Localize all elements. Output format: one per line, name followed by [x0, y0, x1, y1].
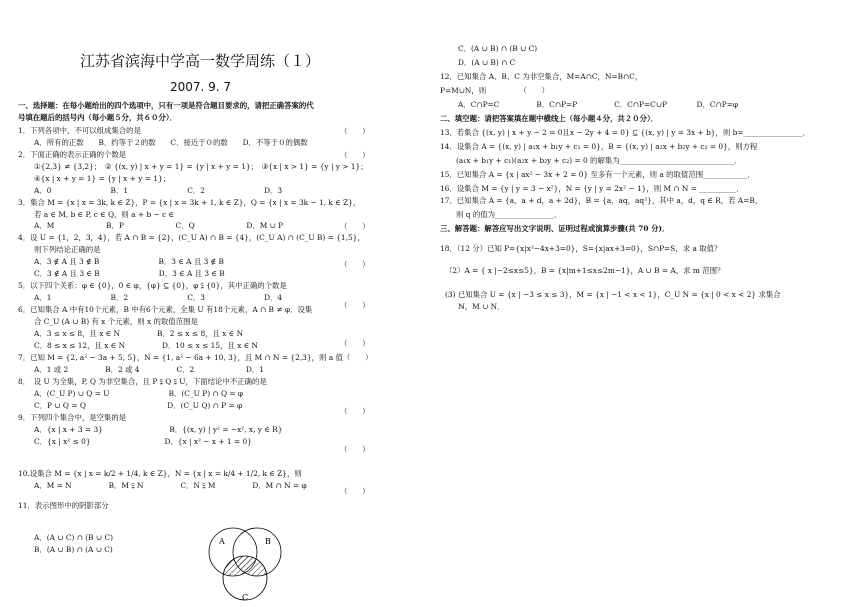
right-line-2: D．(A ∪ B) ∩ C — [458, 58, 516, 67]
answer-paren-10: （ ） — [340, 487, 370, 496]
left-line-30: 11．表示图形中的阴影部分 — [18, 501, 109, 510]
answer-paren-2: （ ） — [340, 151, 370, 160]
left-line-15: A．1 B．2 C．3 D．4 — [34, 293, 283, 302]
venn-label-a: A — [219, 537, 225, 546]
left-line-6: A．0 B．1 C．2 D．3 — [34, 186, 283, 195]
left-line-16: 6．已知集合 A 中有10个元素，B 中有6个元素，全集 U 有18个元素，A ∩ B ≠ φ．设集 — [18, 305, 313, 314]
left-line-20: 7．已知 M = {2, a² − 3a + 5, 5}，N = {1, a² − 6a + 10, 3}，且 M ∩ N = {2,3}，则 a 值（ ） — [18, 353, 373, 362]
left-line-1: 1．下列各项中，不可以组成集合的是 — [18, 126, 141, 135]
right-line-5: A．C∩P=C B．C∩P=P C．C∩P=C∪P D．C∩P=φ — [458, 100, 739, 109]
right-line-13: 则 q 的值为________________． — [456, 210, 562, 219]
left-line-5: ④{x | x + y = 1} = {y | x + y = 1}； — [34, 174, 171, 183]
venn-label-c: C — [242, 593, 249, 602]
left-line-7: 3．集合 M = {x | x = 3k, k ∈ Z}，P = {x | x = 3k + 1, k ∈ Z}，Q = {x | x = 3k − 1, k ∈ Z}， — [18, 198, 361, 207]
answer-paren-1: （ ） — [340, 127, 370, 136]
right-line-4: P=M∪N，则 （ ） — [440, 86, 549, 95]
left-line-12: A．3 ∉ A 且 3 ∉ B B．3 ∈ A 且 3 ∉ B — [34, 257, 224, 266]
answer-paren-8: （ ） — [340, 407, 370, 416]
exam-date: 2007. 9. 7 — [170, 80, 232, 94]
left-line-19: C．8 ≤ x ≤ 12，且 x ∈ N D．10 ≤ x ≤ 15，且 x ∈ N — [34, 341, 259, 350]
left-line-22: 8． 设 U 为全集，P, Q 为非空集合，且 P ⫋ Q ⫋ U，下面结论中不正确的是 — [18, 377, 267, 386]
answer-paren-4: （ ） — [340, 260, 370, 269]
left-line-21: A．1 或 2 B．2 或 4 C．2 D．1 — [34, 365, 264, 374]
right-line-9: (a₁x + b₁y + c₁)(a₂x + b₂y + c₂) = 0 的解集为_______________________________． — [456, 156, 742, 165]
right-line-14: 三、解答题：解答应写出文字说明、证明过程或演算步骤(共 70 分)． — [440, 224, 670, 233]
right-line-18: ℕ，M ∪ N． — [458, 302, 505, 311]
right-line-11: 16．设集合 M = {y | y = 3 − x²}，N = {y | y = 2x² − 1}，则 M ∩ N = __________． — [440, 184, 744, 193]
left-line-26: A．{x | x + 3 = 3} B．{(x, y) | y² = −x², x, y ∈ R} — [34, 425, 283, 434]
left-line-10: 4．设 U = {1，2，3，4}，若 A ∩ B = {2}，(C_U A) ∩ B = {4}，(C_U A) ∩ (C_U B) = {1,5}， — [18, 233, 365, 242]
left-line-8: 若 a ∈ M, b ∈ P, c ∈ Q，则 a + b − c ∈ — [34, 210, 175, 219]
right-line-3: 12．已知集合 A、B、C 为非空集合，M=A∩C，N=B∩C， — [440, 72, 643, 81]
section1-header: 一、选择题：在每小题给出的四个选项中，只有一项是符合题目要求的，请把正确答案的代 — [18, 101, 314, 110]
left-line-18: A．3 ≤ x ≤ 8，且 x ∈ N B．2 ≤ x ≤ 8，且 x ∈ N — [34, 329, 244, 338]
left-line-11: 则下列结论正确的是 — [34, 245, 101, 254]
right-line-17: (3) 已知集合 U = {x | −3 ≤ x ≤ 3}，M = {x | −1 < x < 1}，C_U N = {x | 0 < x < 2} 求集合 — [445, 290, 781, 299]
left-line-13: C．3 ∉ A 且 3 ∈ B D．3 ∈ A 且 3 ∈ B — [34, 269, 225, 278]
right-line-8: 14．设集合 A = {(x, y) | a₁x + b₁y + c₁ = 0}，B = {(x, y) | a₂x + b₂y + c₂ = 0}，则方程 — [440, 142, 758, 151]
venn-label-b: B — [265, 537, 271, 546]
right-line-7: 13．若集合 {(x, y) | x + y − 2 = 0且x − 2y + 4 = 0} ⊆ {(x, y) | y = 3x + b}，则 b=________________． — [440, 128, 811, 137]
left-line-29: A．M = N B．M ⫋ N C．N ⫋ M D．M ∩ N = φ — [34, 481, 307, 490]
answer-paren-6: （ ） — [340, 339, 370, 348]
answer-paren-9: （ ） — [340, 445, 370, 454]
page-title: 江苏省滨海中学高一数学周练（１） — [79, 52, 320, 70]
right-line-6: 二、填空题：请把答案填在题中横线上（每小题４分，共２０分）． — [440, 114, 659, 123]
left-line-4: ①{2,3} ≠ {3,2}； ② {(x, y) | x + y = 1} = {y | x + y = 1}； ③{x | x > 1} = {y | y > 1}； — [34, 162, 368, 171]
venn-diagram — [205, 520, 285, 605]
right-line-15: 18．（12 分）已知 P={x|x²−4x+3=0}，S={x|ax+3=0}，S∩P=S，求 a 取值？ — [440, 244, 722, 253]
left-line-2: A．所有的正数 B．约等于２的数 C．接近于０的数 D．不等于０的偶数 — [34, 138, 308, 147]
answer-paren-5: （ ） — [340, 301, 370, 310]
left-line-32: B．(A ∪ B) ∩ (A ∪ C) — [34, 545, 113, 554]
right-line-12: 17．已知集合 A = {a，a + d，a + 2d}，B = {a，aq，aq²}，其中 a，d，q ∈ R，若 A=B， — [440, 196, 763, 205]
right-line-10: 15．已知集合 A = {x | ax² − 3x + 2 = 0} 至多有一个元素，则 a 的取值范围____________． — [440, 170, 755, 179]
left-line-25: 9．下列四个集合中，是空集的是 — [18, 413, 127, 422]
left-line-23: A．(C_U P) ∪ Q = U B．(C_U P) ∩ Q = φ — [34, 389, 244, 398]
left-line-27: C．{x | x² ≤ 0} D．{x | x² − x + 1 = 0} — [34, 437, 252, 446]
left-line-31: A．(A ∪ C) ∩ (B ∪ C) — [34, 533, 114, 542]
left-line-9: A．M B．P C．Q D．M ∪ P — [34, 221, 284, 230]
left-line-14: 5．以下四个关系：φ ∈ {0}，0 ∈ φ，{φ} ⊆ {0}，φ ⫋ {0}，其中正确的个数是 — [18, 281, 287, 290]
left-line-17: 合 C_U (A ∪ B) 有 x 个元素，则 x 的取值范围是 — [34, 317, 198, 326]
right-line-16: （2）A = { x |−2≤x≤5}，B = {x|m+1≤x≤2m−1}，A ∪ B = A，求 m 范围？ — [445, 266, 725, 275]
left-line-3: 2．下面正确的表示正确的个数是 — [18, 150, 127, 159]
right-line-1: C．(A ∪ B) ∩ (B ∪ C) — [458, 44, 538, 53]
left-line-24: C．P ∪ Q = Q D．(C_U Q) ∩ P = φ — [34, 401, 243, 410]
answer-paren-3: （ ） — [340, 222, 370, 231]
section1-header-2: 号填在题后的括号内（每小题５分，共６０分）． — [18, 113, 177, 122]
left-line-28: 10.设集合 M = {x | x = k/2 + 1/4, k ∈ Z}，N = {x | x = k/4 + 1/2, k ∈ Z}，则 — [18, 469, 302, 478]
